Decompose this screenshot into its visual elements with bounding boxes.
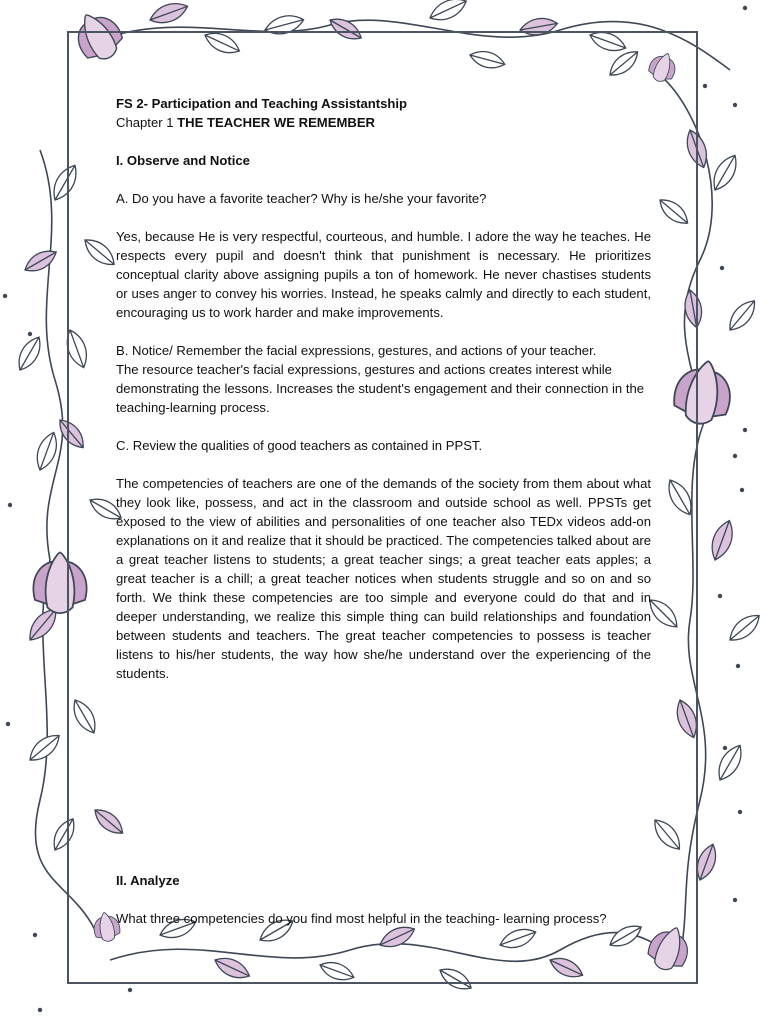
decor-dot xyxy=(733,454,737,458)
decor-dot xyxy=(33,933,37,937)
decor-dot xyxy=(740,488,744,492)
decor-dot xyxy=(718,594,722,598)
answer-a: Yes, because He is very respectful, courteous, and humble. I adore the way he teaches. He respects every pupil and doesn't think that punishment is necessary. He prioritizes conceptual clarity above assigning pupils a ton of homework. He never chastises students or uses anger to convey his worries. Instead, he speaks calmly and directly to each student, encouraging us to work harder and make improvements. xyxy=(116,229,651,320)
decor-dot xyxy=(720,266,724,270)
leaf xyxy=(13,333,46,374)
decor-dot xyxy=(703,84,707,88)
answer-b: The resource teacher's facial expressions, gestures and actions creates interest while demonstrating the lessons. Increases the student's engagement and their connection in the teaching-learning process. xyxy=(116,362,645,415)
decor-dot xyxy=(8,503,12,507)
chapter-line xyxy=(116,113,651,132)
leaf xyxy=(426,0,469,26)
analyze-section xyxy=(116,871,651,928)
leaf xyxy=(725,609,764,646)
leaf xyxy=(25,729,64,766)
decor-dot xyxy=(128,988,132,992)
leaf xyxy=(713,741,748,784)
question-a: A. Do you have a favorite teacher? Why is he/she your favorite? xyxy=(116,191,487,206)
decor-dot xyxy=(738,810,742,814)
leaf xyxy=(724,296,761,335)
decor-dot xyxy=(743,6,747,10)
document-title: FS 2- Participation and Teaching Assistantship xyxy=(116,96,408,111)
decor-dot xyxy=(6,722,10,726)
leaf xyxy=(147,0,190,28)
decor-dot xyxy=(733,103,737,107)
decor-dot xyxy=(723,746,727,750)
question-analyze: What three competencies do you find most helpful in the teaching- learning process? xyxy=(116,911,607,926)
chapter-title: THE TEACHER WE REMEMBER xyxy=(177,115,376,130)
decor-dot xyxy=(733,898,737,902)
section-observe-heading: I. Observe and Notice xyxy=(116,153,250,168)
vine-stem xyxy=(40,150,63,560)
leaf xyxy=(708,151,743,194)
chapter-prefix: Chapter 1 xyxy=(116,115,178,130)
decor-dot xyxy=(38,1008,42,1012)
decor-dot xyxy=(743,428,747,432)
section-analyze-heading: II. Analyze xyxy=(116,873,180,888)
question-b: B. Notice/ Remember the facial expressions, gestures, and actions of your teacher. xyxy=(116,343,597,358)
answer-c: The competencies of teachers are one of the demands of the society from them about what they look like, possess, and act in the classroom and outside school as well. PPSTs get exposed to the view of abilities and personalities of one teacher also TEDx videos add-on explanations on it and realize that it should be practiced. The competencies talked about are a great teacher listens to students; a great teacher sings; a great teacher eats apples; a great teacher is a chill; a great teacher notices when students struggle and so on and so forth. We think these competencies are too simple and everyone could do that and in deeper understanding, we realize this simple thing can build relationships and foundation between students and teachers. The great teacher competencies to possess is teacher listens to his/her students, the way how she/he understand over the experiencing of the students. xyxy=(116,476,651,681)
decor-dot xyxy=(3,294,7,298)
document-body xyxy=(116,94,651,683)
decor-dot xyxy=(736,664,740,668)
question-c: C. Review the qualities of good teachers as contained in PPST. xyxy=(116,438,483,453)
leaf xyxy=(707,518,738,564)
leaf xyxy=(21,245,60,276)
decor-dot xyxy=(28,332,32,336)
